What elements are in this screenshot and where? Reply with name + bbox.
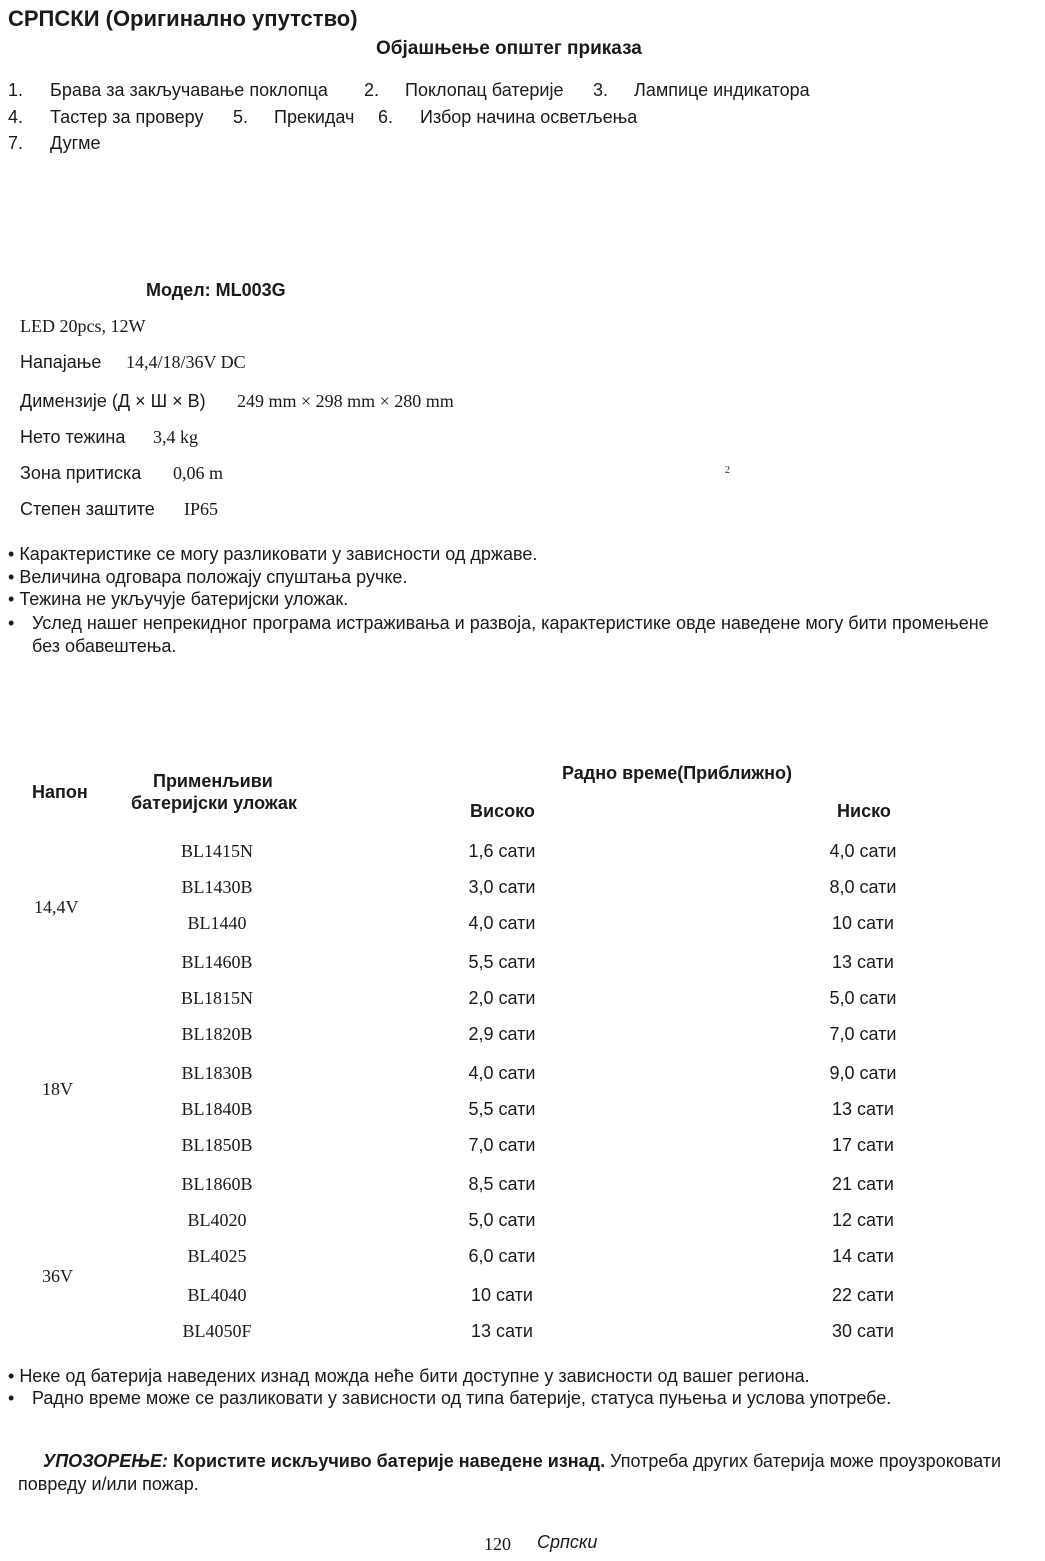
spec-dimensions-value: 249 mm × 298 mm × 280 mm bbox=[237, 391, 454, 411]
table-cell-battery: BL1840B bbox=[181, 1099, 253, 1119]
table-header-voltage: Напон bbox=[32, 782, 88, 802]
part-number-4: 4. bbox=[8, 107, 24, 127]
spec-weight-label: Нето тежина bbox=[20, 427, 126, 447]
spec-pressure-value: 0,06 m bbox=[173, 463, 224, 483]
part-label-1: Брава за закључавање поклопца bbox=[50, 80, 328, 100]
spec-protection-label: Степен заштите bbox=[20, 499, 155, 519]
table-cell-low: 4,0 сати bbox=[829, 841, 897, 861]
table-cell-low: 30 сати bbox=[832, 1321, 894, 1341]
table-cell-low: 8,0 сати bbox=[829, 877, 897, 897]
spec-dimensions-label: Димензије (Д × Ш × В) bbox=[20, 391, 206, 411]
table-header-low: Ниско bbox=[837, 801, 891, 821]
table-cell-battery: BL1430B bbox=[181, 877, 253, 897]
model-name: Модел: ML003G bbox=[146, 280, 286, 300]
spec-note-4-continued: без обавештења. bbox=[32, 636, 177, 656]
table-header-high: Високо bbox=[470, 801, 535, 821]
warning-paragraph bbox=[18, 1450, 1040, 1496]
table-cell-battery: BL4020 bbox=[187, 1210, 247, 1230]
table-cell-high: 6,0 сати bbox=[468, 1246, 536, 1266]
table-cell-battery: BL1460B bbox=[181, 952, 253, 972]
table-cell-low: 13 сати bbox=[832, 1099, 894, 1119]
spec-pressure-superscript: 2 bbox=[725, 465, 730, 476]
spec-note-1: • Карактеристике се могу разликовати у зависности од државе. bbox=[8, 544, 538, 564]
table-cell-high: 7,0 сати bbox=[468, 1135, 536, 1155]
table-cell-low: 5,0 сати bbox=[829, 988, 897, 1008]
footer-language: Српски bbox=[537, 1532, 598, 1552]
table-cell-low: 12 сати bbox=[832, 1210, 894, 1230]
spec-power-value: 14,4/18/36V DC bbox=[126, 352, 246, 372]
table-cell-battery: BL1815N bbox=[181, 988, 253, 1008]
spec-note-4-text: Услед нашег непрекидног програма истраживања и развоја, карактеристике овде наведене могу бити промењене bbox=[32, 613, 989, 633]
part-label-7: Дугме bbox=[50, 133, 101, 153]
table-cell-low: 9,0 сати bbox=[829, 1063, 897, 1083]
table-header-runtime: Радно време(Приближно) bbox=[562, 763, 793, 783]
table-cell-high: 5,5 сати bbox=[468, 952, 536, 972]
part-number-6: 6. bbox=[378, 107, 394, 127]
part-number-3: 3. bbox=[593, 80, 609, 100]
part-label-6: Избор начина осветљења bbox=[420, 107, 638, 127]
table-cell-battery: BL1820B bbox=[181, 1024, 253, 1044]
part-label-2: Поклопац батерије bbox=[405, 80, 564, 100]
overview-title: Објашњење општег приказа bbox=[376, 38, 642, 59]
table-header-battery-line2: батеријски уложак bbox=[131, 793, 297, 813]
warning-tag: УПОЗОРЕЊЕ: bbox=[43, 1451, 169, 1471]
part-label-4: Тастер за проверу bbox=[50, 107, 204, 127]
table-header-battery-line1: Применљиви bbox=[153, 771, 273, 791]
part-number: 1. bbox=[8, 80, 24, 100]
table-note-1: • Неке од батерија наведених изнад можда неће бити доступне у зависности од вашег региона. bbox=[8, 1366, 810, 1386]
table-note-text: Неке од батерија наведених изнад можда неће бити доступне у зависности од вашег региона. bbox=[19, 1366, 810, 1386]
spec-power-label: Напајање bbox=[20, 352, 102, 372]
table-cell-battery: BL4040 bbox=[187, 1285, 247, 1305]
table-cell-high: 4,0 сати bbox=[468, 1063, 536, 1083]
spec-pressure-label: Зона притиска bbox=[20, 463, 142, 483]
table-cell-high: 2,9 сати bbox=[468, 1024, 536, 1044]
part-number-2: 2. bbox=[364, 80, 380, 100]
spec-weight-value: 3,4 kg bbox=[153, 427, 198, 447]
spec-note-4: • bbox=[8, 613, 15, 633]
table-cell-battery: BL1860B bbox=[181, 1174, 253, 1194]
table-cell-battery: BL4025 bbox=[187, 1246, 247, 1266]
spec-note-3: • Тежина не укључује батеријски уложак. bbox=[8, 589, 349, 609]
table-cell-low: 10 сати bbox=[832, 913, 894, 933]
table-note-2-bullet: • bbox=[8, 1388, 15, 1408]
table-cell-low: 22 сати bbox=[832, 1285, 894, 1305]
table-cell-high: 10 сати bbox=[471, 1285, 533, 1305]
table-cell-low: 21 сати bbox=[832, 1174, 894, 1194]
part-label-5: Прекидач bbox=[274, 107, 355, 127]
table-cell-high: 1,6 сати bbox=[468, 841, 536, 861]
table-cell-high: 8,5 сати bbox=[468, 1174, 536, 1194]
voltage-group-14v: 14,4V bbox=[34, 897, 79, 917]
table-cell-high: 4,0 сати bbox=[468, 913, 536, 933]
table-cell-high: 5,5 сати bbox=[468, 1099, 536, 1119]
table-note-2-text: Радно време може се разликовати у зависности од типа батерије, статуса пуњења и услова употребе. bbox=[32, 1388, 892, 1408]
part-label-3: Лампице индикатора bbox=[634, 80, 810, 100]
table-cell-high: 5,0 сати bbox=[468, 1210, 536, 1230]
table-cell-low: 14 сати bbox=[832, 1246, 894, 1266]
language-title: СРПСКИ (Оригинално упутство) bbox=[8, 6, 358, 31]
spec-note-text: Тежина не укључује батеријски уложак. bbox=[19, 589, 349, 609]
spec-protection-value: IP65 bbox=[184, 499, 219, 519]
warning-bold-text: Користите искључиво батерије наведене изнад. bbox=[173, 1451, 606, 1471]
table-cell-low: 7,0 сати bbox=[829, 1024, 897, 1044]
spec-note-2: • Величина одговара положају спуштања ручке. bbox=[8, 567, 408, 587]
page-number: 120 bbox=[484, 1534, 511, 1554]
table-cell-high: 3,0 сати bbox=[468, 877, 536, 897]
spec-note-text: Карактеристике се могу разликовати у зависности од државе. bbox=[19, 544, 538, 564]
table-cell-low: 17 сати bbox=[832, 1135, 894, 1155]
voltage-group-18v: 18V bbox=[42, 1079, 73, 1099]
part-item-1 bbox=[8, 80, 23, 101]
table-cell-battery: BL4050F bbox=[182, 1321, 252, 1341]
spec-led: LED 20pcs, 12W bbox=[20, 316, 146, 336]
table-cell-high: 13 сати bbox=[471, 1321, 533, 1341]
warning-text: Употреба других батерија може проузроковати повреду и/или пожар. bbox=[18, 1451, 1002, 1494]
part-number-5: 5. bbox=[233, 107, 249, 127]
part-number-7: 7. bbox=[8, 133, 24, 153]
table-cell-battery: BL1415N bbox=[181, 841, 253, 861]
table-cell-low: 13 сати bbox=[832, 952, 894, 972]
spec-note-text: Величина одговара положају спуштања ручке. bbox=[19, 567, 408, 587]
table-cell-battery: BL1830B bbox=[181, 1063, 253, 1083]
table-cell-battery: BL1440 bbox=[187, 913, 247, 933]
voltage-group-36v: 36V bbox=[42, 1266, 73, 1286]
table-cell-high: 2,0 сати bbox=[468, 988, 536, 1008]
table-cell-battery: BL1850B bbox=[181, 1135, 253, 1155]
